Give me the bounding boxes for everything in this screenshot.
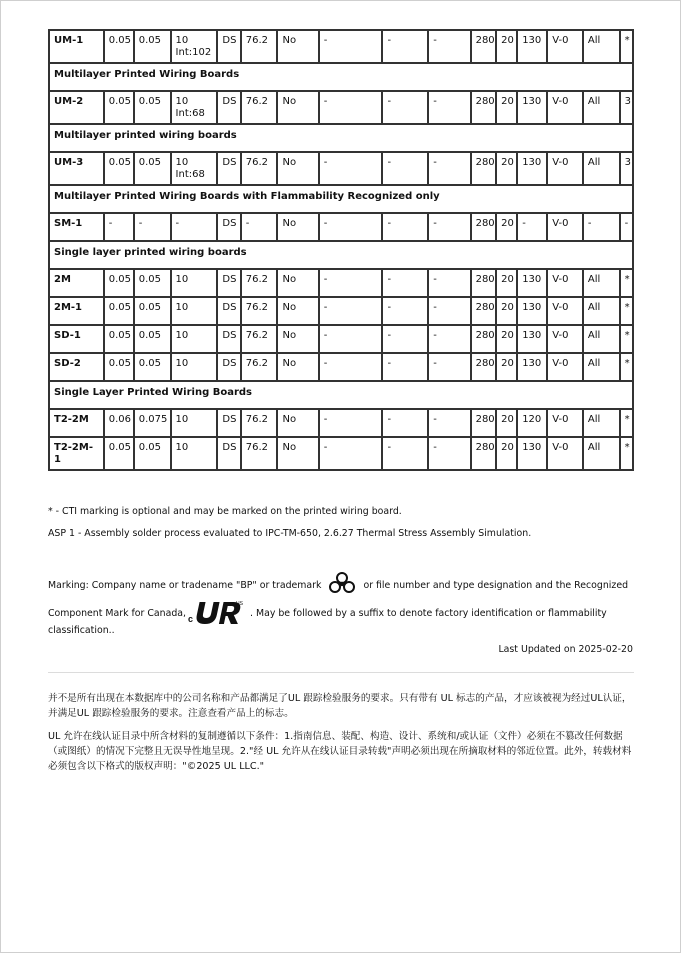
- certification-table: [48, 29, 634, 471]
- table-cell: All: [584, 438, 619, 469]
- table-cell: 0.05: [105, 326, 133, 352]
- table-cell: DS: [218, 214, 239, 240]
- table-cell: 20: [497, 326, 516, 352]
- divider: [48, 672, 634, 673]
- table-cell: -: [320, 410, 382, 436]
- table-cell: DS: [218, 438, 239, 469]
- table-cell: DS: [218, 153, 239, 184]
- table-row: [50, 92, 632, 123]
- table-cell: 20: [497, 31, 516, 62]
- table-cell: 130: [518, 326, 546, 352]
- table-cell: *: [621, 410, 632, 436]
- table-cell: 0.05: [135, 438, 170, 469]
- table-cell: 280: [472, 214, 496, 240]
- table-cell: -: [429, 298, 469, 324]
- table-cell: 0.05: [135, 326, 170, 352]
- table-cell: 0.05: [135, 354, 170, 380]
- table-cell: No: [278, 270, 317, 296]
- table-cell: All: [584, 354, 619, 380]
- designation-cell: 2M-1: [50, 298, 103, 324]
- table-row: [50, 270, 632, 296]
- table-cell: All: [584, 410, 619, 436]
- marking-line-2: [48, 598, 607, 628]
- table-cell: 10: [172, 354, 217, 380]
- table-cell: *: [621, 270, 632, 296]
- table-row: [50, 354, 632, 380]
- table-cell: V-0: [548, 326, 582, 352]
- table-cell: -: [242, 214, 277, 240]
- table-cell: 20: [497, 270, 516, 296]
- table-cell: 76.2: [242, 326, 277, 352]
- table-cell: 20: [497, 410, 516, 436]
- table-cell: DS: [218, 326, 239, 352]
- table-cell: No: [278, 326, 317, 352]
- table-cell: -: [320, 31, 382, 62]
- section-row: [50, 64, 632, 90]
- table-cell: 280: [472, 270, 496, 296]
- table-cell: -: [320, 214, 382, 240]
- table-row: [50, 31, 632, 62]
- table-cell: 3: [621, 153, 632, 184]
- table-cell: 0.05: [135, 31, 170, 62]
- table-cell: 0.05: [135, 153, 170, 184]
- designation-cell: T2-2M-1: [50, 438, 103, 469]
- designation-cell: SD-2: [50, 354, 103, 380]
- table-cell: 20: [497, 153, 516, 184]
- table-cell: All: [584, 92, 619, 123]
- section-row: [50, 382, 632, 408]
- table-cell: -: [383, 326, 427, 352]
- table-cell: 130: [518, 354, 546, 380]
- table-cell: V-0: [548, 214, 582, 240]
- table-cell: -: [518, 214, 546, 240]
- marking-text-4: . May be followed by a suffix to denote factory identification or flammability: [250, 607, 607, 619]
- table-cell: No: [278, 410, 317, 436]
- designation-cell: T2-2M: [50, 410, 103, 436]
- table-cell: 0.05: [105, 354, 133, 380]
- cti-footnote: * - CTI marking is optional and may be marked on the printed wiring board.: [48, 506, 402, 517]
- table-cell: 76.2: [242, 270, 277, 296]
- table-cell: No: [278, 438, 317, 469]
- section-heading: Single layer printed wiring boards: [50, 242, 632, 268]
- table-cell: -: [172, 214, 217, 240]
- table-cell: -: [320, 298, 382, 324]
- table-cell: 0.05: [105, 92, 133, 123]
- section-heading: Single Layer Printed Wiring Boards: [50, 382, 632, 408]
- table-cell: 0.05: [135, 270, 170, 296]
- table-cell: No: [278, 92, 317, 123]
- table-cell: *: [621, 438, 632, 469]
- table-cell: *: [621, 298, 632, 324]
- table-cell: 76.2: [242, 153, 277, 184]
- asp-footnote: ASP 1 - Assembly solder process evaluated to IPC-TM-650, 2.6.27 Thermal Stress Assembly Simulation.: [48, 528, 532, 539]
- table-cell: V-0: [548, 92, 582, 123]
- table-cell: -: [429, 270, 469, 296]
- table-cell: -: [320, 153, 382, 184]
- table-cell: -: [383, 92, 427, 123]
- table-cell: -: [429, 92, 469, 123]
- table-cell: V-0: [548, 153, 582, 184]
- table-cell: No: [278, 153, 317, 184]
- table-cell: 130: [518, 153, 546, 184]
- table-cell: 0.05: [105, 270, 133, 296]
- table-cell: 0.05: [135, 92, 170, 123]
- table-cell: V-0: [548, 270, 582, 296]
- table-cell: 10 Int:68: [172, 92, 217, 123]
- table-cell: 130: [518, 31, 546, 62]
- table-cell: All: [584, 326, 619, 352]
- table-cell: 280: [472, 298, 496, 324]
- table-cell: *: [621, 354, 632, 380]
- table-cell: 280: [472, 92, 496, 123]
- table-cell: -: [429, 410, 469, 436]
- table-row: [50, 214, 632, 240]
- table-cell: 280: [472, 153, 496, 184]
- table-cell: 0.075: [135, 410, 170, 436]
- table-cell: -: [320, 354, 382, 380]
- table-cell: DS: [218, 270, 239, 296]
- section-row: [50, 125, 632, 151]
- svg-text:US: US: [236, 601, 243, 607]
- table-cell: -: [429, 326, 469, 352]
- table-cell: -: [135, 214, 170, 240]
- table-cell: DS: [218, 298, 239, 324]
- table-cell: -: [429, 153, 469, 184]
- table-cell: -: [621, 214, 632, 240]
- table-cell: 280: [472, 326, 496, 352]
- table-cell: 130: [518, 270, 546, 296]
- table-cell: -: [429, 214, 469, 240]
- marking-text-1: Marking: Company name or tradename "BP" or trademark: [48, 579, 322, 591]
- section-row: [50, 186, 632, 212]
- table-cell: -: [383, 438, 427, 469]
- table-cell: 0.05: [105, 298, 133, 324]
- table-cell: 280: [472, 410, 496, 436]
- table-cell: No: [278, 31, 317, 62]
- table-cell: 130: [518, 298, 546, 324]
- table-cell: All: [584, 31, 619, 62]
- table-cell: -: [429, 438, 469, 469]
- designation-cell: UM-2: [50, 92, 103, 123]
- table-cell: 280: [472, 31, 496, 62]
- last-updated: Last Updated on 2025-02-20: [498, 644, 633, 655]
- table-row: [50, 410, 632, 436]
- table-cell: 20: [497, 214, 516, 240]
- table-cell: 120: [518, 410, 546, 436]
- table-cell: V-0: [548, 438, 582, 469]
- marking-text-2: or file number and type designation and the Recognized: [363, 579, 629, 591]
- section-heading: Multilayer printed wiring boards: [50, 125, 632, 151]
- table-cell: 130: [518, 92, 546, 123]
- chinese-notice-paragraph-2: UL 允许在线认证目录中所含材料的复制遵循以下条件：1.指南信息、装配、构造、设计、系统和/或认证（文件）必须在不篡改任何数据（或图纸）的情况下完整且无误导性地呈现。2."经 UL 允许从在线认证目录转载"声明必须出现在所摘取材料的邻近位置。此外，转载材料必须包含以下格式的版权声明："©2025 UL LLC.": [48, 731, 632, 772]
- table-cell: DS: [218, 92, 239, 123]
- table-cell: 10: [172, 270, 217, 296]
- table-cell: -: [429, 31, 469, 62]
- marking-text-3: Component Mark for Canada,: [48, 607, 187, 619]
- table-cell: 20: [497, 354, 516, 380]
- table-row: [50, 298, 632, 324]
- table-cell: -: [383, 270, 427, 296]
- table-cell: V-0: [548, 410, 582, 436]
- table-cell: -: [383, 354, 427, 380]
- table-cell: V-0: [548, 31, 582, 62]
- bp-trademark-logo-icon: [327, 571, 357, 599]
- section-heading: Multilayer Printed Wiring Boards: [50, 64, 632, 90]
- table-cell: All: [584, 298, 619, 324]
- table-cell: 20: [497, 438, 516, 469]
- table-cell: 10 Int:68: [172, 153, 217, 184]
- table-cell: -: [383, 153, 427, 184]
- table-cell: *: [621, 31, 632, 62]
- designation-cell: 2M: [50, 270, 103, 296]
- svg-text:c: c: [188, 614, 194, 624]
- table-cell: 20: [497, 92, 516, 123]
- table-cell: 76.2: [242, 438, 277, 469]
- table-cell: 0.05: [105, 153, 133, 184]
- table-cell: DS: [218, 31, 239, 62]
- ul-recognized-mark-icon: [188, 598, 246, 628]
- designation-cell: SM-1: [50, 214, 103, 240]
- table-cell: -: [320, 326, 382, 352]
- table-cell: 280: [472, 354, 496, 380]
- table-cell: -: [383, 298, 427, 324]
- table-cell: -: [383, 31, 427, 62]
- table-cell: 10: [172, 410, 217, 436]
- table-cell: 10: [172, 438, 217, 469]
- table-cell: 280: [472, 438, 496, 469]
- table-cell: All: [584, 153, 619, 184]
- table-row: [50, 326, 632, 352]
- table-cell: 20: [497, 298, 516, 324]
- designation-cell: UM-3: [50, 153, 103, 184]
- chinese-notice-paragraph-1: 并不是所有出现在本数据库中的公司名称和产品都满足了UL 跟踪检验服务的要求。只有带有 UL 标志的产品，才应该被视为经过UL认证，并满足UL 跟踪检验服务的要求。注意查看产品上的标志。: [48, 693, 632, 719]
- table-cell: 10: [172, 298, 217, 324]
- table-cell: -: [320, 270, 382, 296]
- table-cell: No: [278, 298, 317, 324]
- table-cell: 76.2: [242, 410, 277, 436]
- table-cell: -: [584, 214, 619, 240]
- table-cell: -: [320, 438, 382, 469]
- table-cell: V-0: [548, 298, 582, 324]
- table-cell: All: [584, 270, 619, 296]
- table-cell: 10 Int:102: [172, 31, 217, 62]
- table-cell: 10: [172, 326, 217, 352]
- table-row: [50, 153, 632, 184]
- section-row: [50, 242, 632, 268]
- table-cell: 0.05: [105, 438, 133, 469]
- table-cell: 76.2: [242, 298, 277, 324]
- marking-text-5: classification..: [48, 625, 115, 636]
- designation-cell: SD-1: [50, 326, 103, 352]
- table-cell: -: [105, 214, 133, 240]
- table-cell: 0.05: [135, 298, 170, 324]
- table-cell: -: [383, 410, 427, 436]
- table-cell: -: [383, 214, 427, 240]
- table-cell: DS: [218, 410, 239, 436]
- table-row: [50, 438, 632, 469]
- table-cell: 76.2: [242, 354, 277, 380]
- table-cell: V-0: [548, 354, 582, 380]
- marking-line-1: [48, 571, 628, 599]
- table-cell: *: [621, 326, 632, 352]
- table-cell: 0.06: [105, 410, 133, 436]
- table-cell: 76.2: [242, 31, 277, 62]
- table-cell: 130: [518, 438, 546, 469]
- designation-cell: UM-1: [50, 31, 103, 62]
- table-cell: -: [320, 92, 382, 123]
- table-cell: 0.05: [105, 31, 133, 62]
- table-cell: No: [278, 214, 317, 240]
- section-heading: Multilayer Printed Wiring Boards with Flammability Recognized only: [50, 186, 632, 212]
- table-cell: DS: [218, 354, 239, 380]
- table-cell: -: [429, 354, 469, 380]
- table-cell: No: [278, 354, 317, 380]
- table-cell: 3: [621, 92, 632, 123]
- table-cell: 76.2: [242, 92, 277, 123]
